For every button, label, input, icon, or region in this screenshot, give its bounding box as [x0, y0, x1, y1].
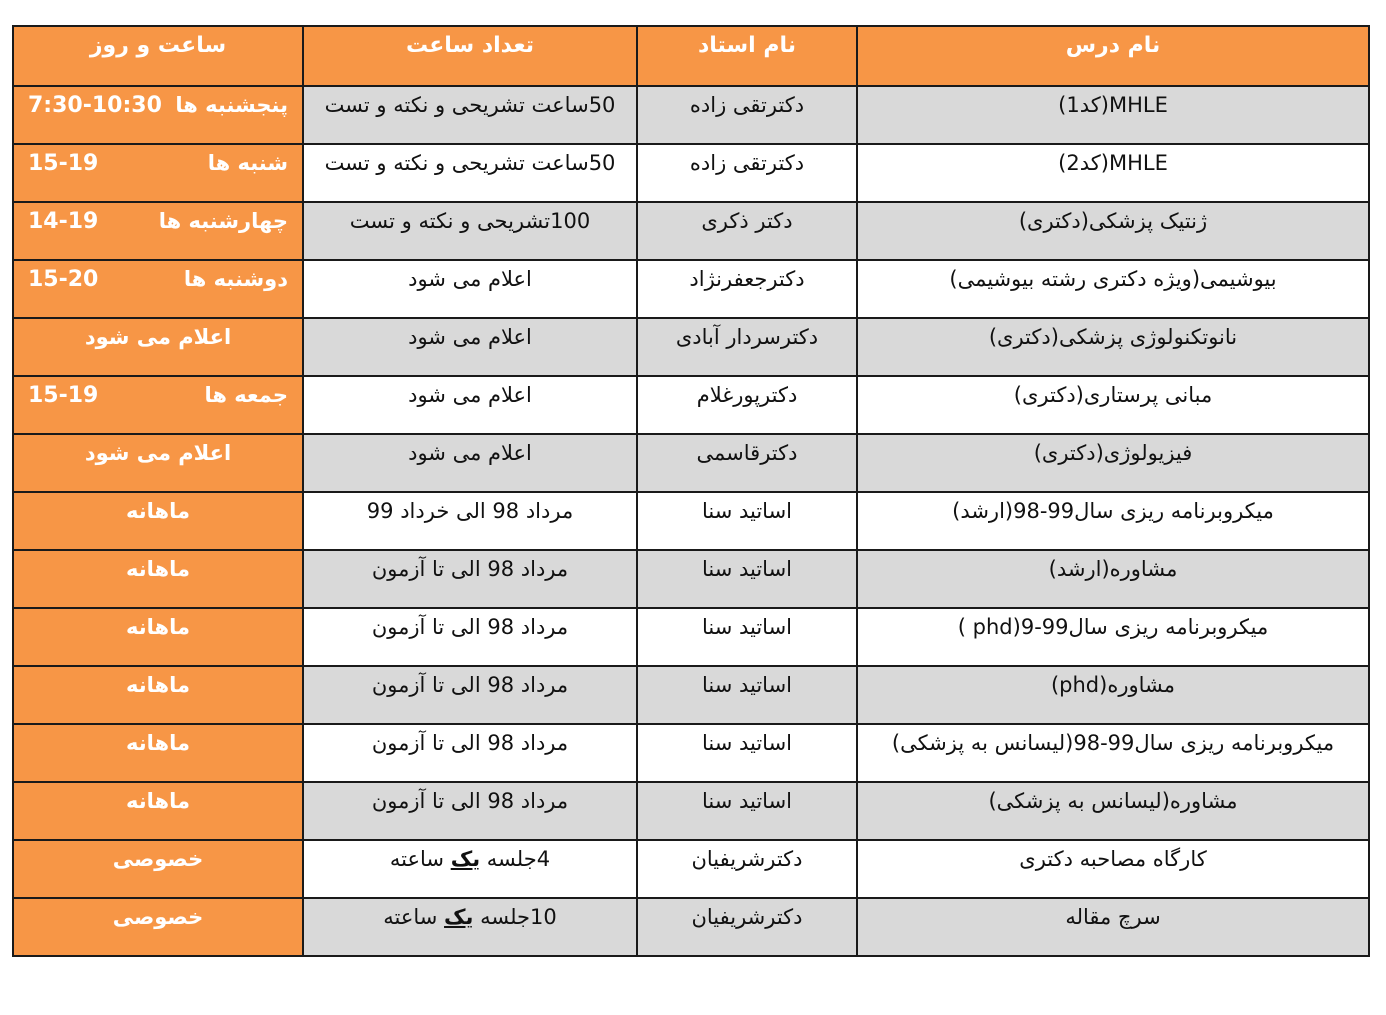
teacher-cell: دکترسردار آبادی — [637, 318, 857, 376]
table-row — [13, 840, 1369, 898]
teacher-cell: دکترقاسمی — [637, 434, 857, 492]
course-cell: مشاوره(phd) — [857, 666, 1369, 724]
schedule-cell: خصوصی — [13, 840, 303, 898]
course-cell: نانوتکنولوژی پزشکی(دکتری) — [857, 318, 1369, 376]
table-body — [13, 86, 1369, 956]
table-row — [13, 260, 1369, 318]
table-row — [13, 318, 1369, 376]
table-row — [13, 492, 1369, 550]
table-row — [13, 144, 1369, 202]
hours-cell — [303, 840, 637, 898]
header-time: ساعت و روز — [13, 26, 303, 86]
course-cell: میکروبرنامه ریزی سال99-98(ارشد) — [857, 492, 1369, 550]
course-cell: میکروبرنامه ریزی سال99-98(لیسانس به پزشکی) — [857, 724, 1369, 782]
schedule-cell: ماهانه — [13, 492, 303, 550]
hours-cell: مرداد 98 الی خرداد 99 — [303, 492, 637, 550]
schedule-day: چهارشنبه ها — [158, 209, 288, 233]
teacher-cell: دکترپورغلام — [637, 376, 857, 434]
schedule-cell — [13, 376, 303, 434]
teacher-cell: دکترشریفیان — [637, 840, 857, 898]
course-cell: MHLE(کد1) — [857, 86, 1369, 144]
hours-cell: اعلام می شود — [303, 434, 637, 492]
schedule-hours: 15-19 — [28, 383, 99, 408]
hours-cell: مرداد 98 الی تا آزمون — [303, 550, 637, 608]
schedule-cell: خصوصی — [13, 898, 303, 956]
schedule-day: پنجشنبه ها — [175, 93, 288, 117]
table-row — [13, 724, 1369, 782]
schedule-day: جمعه ها — [204, 383, 288, 407]
schedule-cell: ماهانه — [13, 666, 303, 724]
schedule-cell — [13, 260, 303, 318]
hours-cell: 50ساعت تشریحی و نکته و تست — [303, 86, 637, 144]
hours-emphasis: یک — [444, 905, 474, 929]
hours-cell: اعلام می شود — [303, 260, 637, 318]
course-cell: مشاوره(ارشد) — [857, 550, 1369, 608]
schedule-cell: ماهانه — [13, 782, 303, 840]
header-course: نام درس — [857, 26, 1369, 86]
teacher-cell: دکترتقی زاده — [637, 86, 857, 144]
schedule-day: دوشنبه ها — [183, 267, 288, 291]
hours-cell: 100تشریحی و نکته و تست — [303, 202, 637, 260]
hours-unit: ساعته — [383, 905, 438, 929]
hours-cell: اعلام می شود — [303, 318, 637, 376]
hours-emphasis: یک — [450, 847, 481, 871]
teacher-cell: اساتید سنا — [637, 782, 857, 840]
schedule-cell: ماهانه — [13, 724, 303, 782]
course-cell: میکروبرنامه ریزی سال99-9(phd ) — [857, 608, 1369, 666]
teacher-cell: دکتر ذکری — [637, 202, 857, 260]
schedule-day: شنبه ها — [207, 151, 288, 175]
table-row — [13, 666, 1369, 724]
table-row — [13, 550, 1369, 608]
schedule-cell: اعلام می شود — [13, 434, 303, 492]
teacher-cell: اساتید سنا — [637, 550, 857, 608]
schedule-cell: ماهانه — [13, 608, 303, 666]
course-cell: مشاوره(لیسانس به پزشکی) — [857, 782, 1369, 840]
table-row — [13, 608, 1369, 666]
course-cell: سرچ مقاله — [857, 898, 1369, 956]
header-teacher: نام استاد — [637, 26, 857, 86]
teacher-cell: اساتید سنا — [637, 666, 857, 724]
hours-cell: 50ساعت تشریحی و نکته و تست — [303, 144, 637, 202]
hours-cell: مرداد 98 الی تا آزمون — [303, 724, 637, 782]
hours-cell: مرداد 98 الی تا آزمون — [303, 782, 637, 840]
table-row — [13, 782, 1369, 840]
hours-sessions: 4جلسه — [486, 847, 551, 871]
hours-unit: ساعته — [389, 847, 445, 871]
schedule-hours: 14-19 — [28, 209, 99, 234]
teacher-cell: اساتید سنا — [637, 724, 857, 782]
schedule-hours: 15-19 — [28, 151, 99, 176]
hours-cell: مرداد 98 الی تا آزمون — [303, 608, 637, 666]
header-row — [13, 26, 1369, 86]
hours-cell: اعلام می شود — [303, 376, 637, 434]
schedule-cell — [13, 202, 303, 260]
table-row — [13, 434, 1369, 492]
teacher-cell: اساتید سنا — [637, 492, 857, 550]
table-row — [13, 376, 1369, 434]
course-cell: مبانی پرستاری(دکتری) — [857, 376, 1369, 434]
course-cell: بیوشیمی(ویژه دکتری رشته بیوشیمی) — [857, 260, 1369, 318]
teacher-cell: دکترشریفیان — [637, 898, 857, 956]
teacher-cell: دکترتقی زاده — [637, 144, 857, 202]
schedule-table — [12, 25, 1370, 957]
hours-cell: مرداد 98 الی تا آزمون — [303, 666, 637, 724]
hours-cell — [303, 898, 637, 956]
schedule-hours: 15-20 — [28, 267, 99, 292]
table-row — [13, 86, 1369, 144]
table-row — [13, 202, 1369, 260]
header-hours: تعداد ساعت — [303, 26, 637, 86]
schedule-cell: ماهانه — [13, 550, 303, 608]
table-row — [13, 898, 1369, 956]
course-cell: ژنتیک پزشکی(دکتری) — [857, 202, 1369, 260]
course-cell: MHLE(کد2) — [857, 144, 1369, 202]
schedule-cell — [13, 86, 303, 144]
course-cell: کارگاه مصاحبه دکتری — [857, 840, 1369, 898]
teacher-cell: اساتید سنا — [637, 608, 857, 666]
schedule-cell: اعلام می شود — [13, 318, 303, 376]
schedule-cell — [13, 144, 303, 202]
teacher-cell: دکترجعفرنژاد — [637, 260, 857, 318]
course-cell: فیزیولوژی(دکتری) — [857, 434, 1369, 492]
schedule-hours: 7:30-10:30 — [28, 93, 162, 118]
hours-sessions: 10جلسه — [480, 905, 557, 929]
